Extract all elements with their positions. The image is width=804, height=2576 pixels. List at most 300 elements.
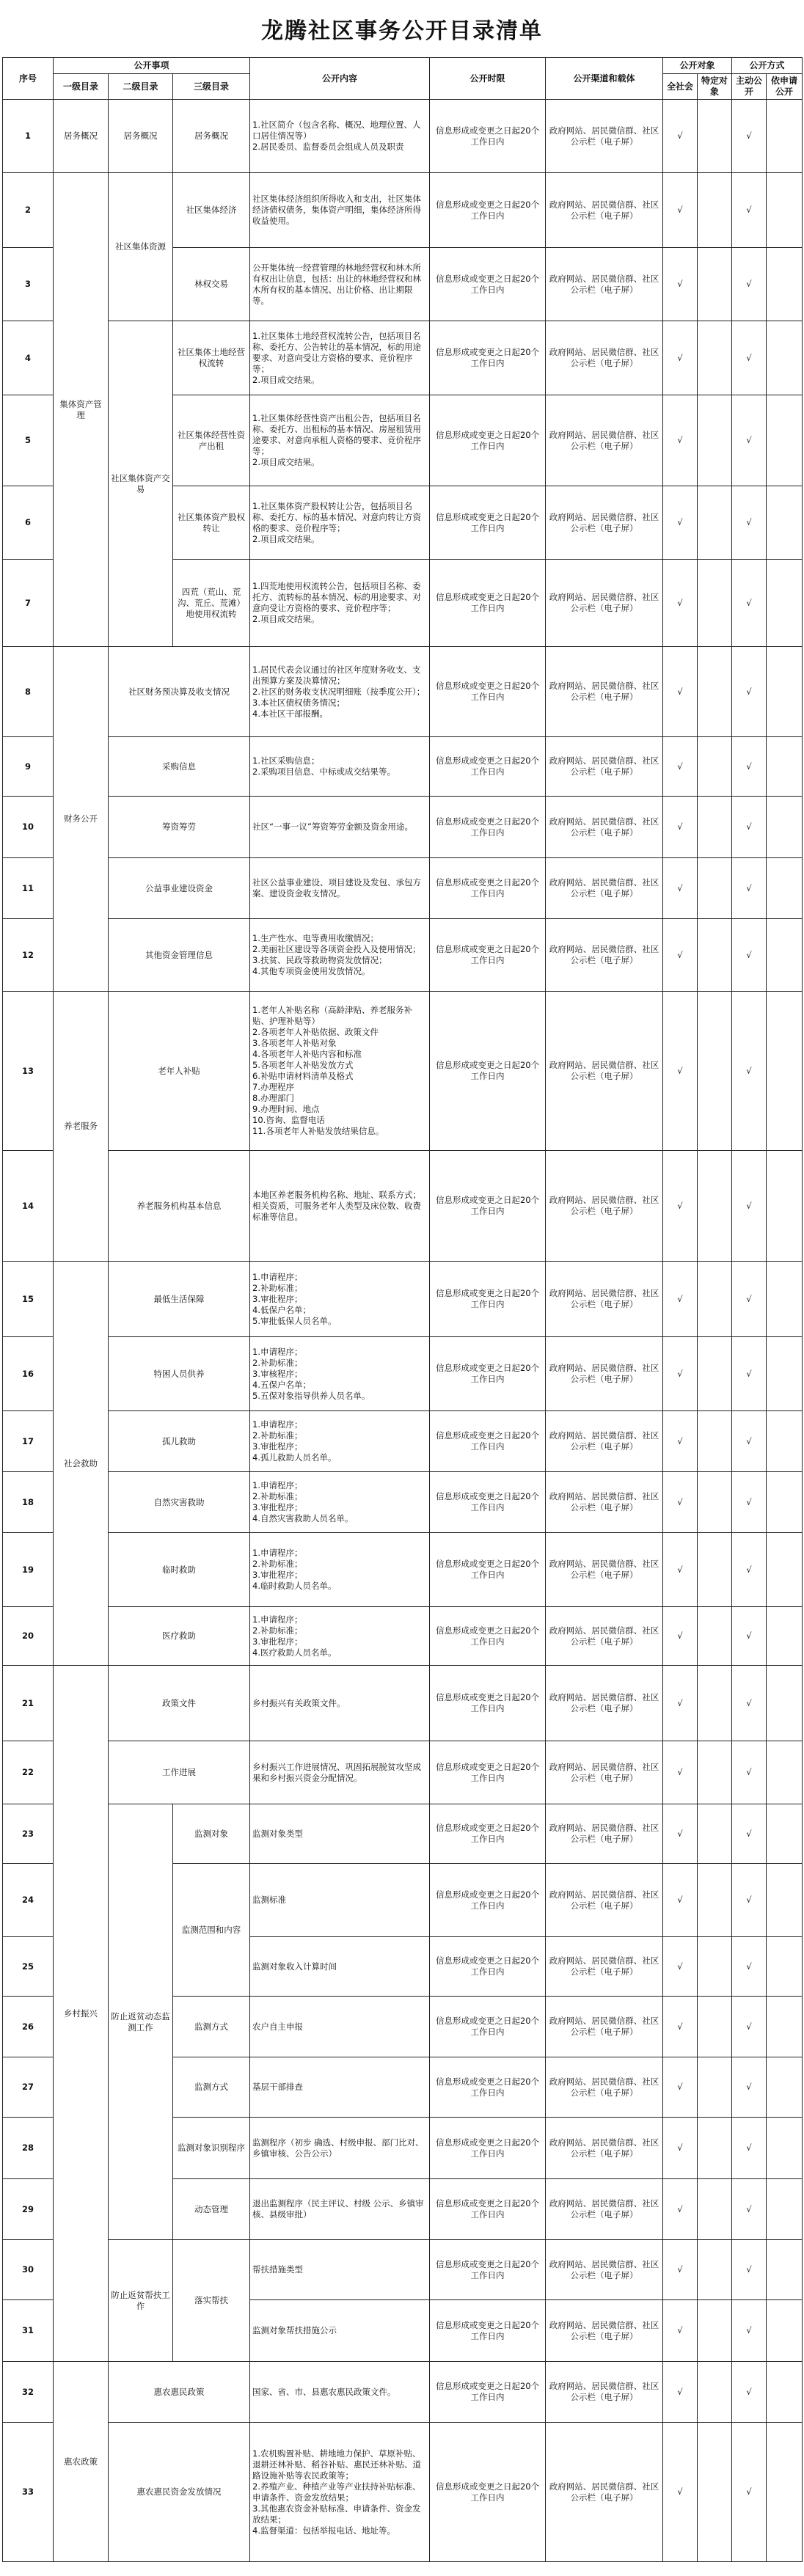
specific-target-cell (698, 321, 732, 395)
channel-cell: 政府网站、居民微信群、社区公示栏（电子屏） (546, 1607, 663, 1666)
l1-cell: 财务公开 (54, 647, 109, 992)
all-society-check: √ (663, 992, 698, 1151)
specific-target-cell (698, 2362, 732, 2423)
specific-target-cell (698, 1337, 732, 1411)
all-society-check: √ (663, 1864, 698, 1937)
all-society-check: √ (663, 647, 698, 737)
l3-cell: 监测对象识别程序 (173, 2118, 250, 2179)
table-row (3, 1533, 803, 1607)
active-disclosure-check: √ (732, 2118, 767, 2179)
specific-target-cell (698, 797, 732, 858)
apply-disclosure-cell (767, 1864, 803, 1937)
row-number: 30 (3, 2240, 54, 2300)
channel-cell: 政府网站、居民微信群、社区公示栏（电子屏） (546, 321, 663, 395)
l1-cell: 居务概况 (54, 100, 109, 173)
header-method: 公开方式 (732, 58, 803, 74)
table-row (3, 919, 803, 992)
time-cell: 信息形成或变更之日起20个工作日内 (430, 1997, 546, 2057)
row-number: 27 (3, 2057, 54, 2118)
channel-cell: 政府网站、居民微信群、社区公示栏（电子屏） (546, 1741, 663, 1804)
row-number: 23 (3, 1804, 54, 1864)
specific-target-cell (698, 1151, 732, 1262)
all-society-check: √ (663, 1804, 698, 1864)
all-society-check: √ (663, 797, 698, 858)
row-number: 11 (3, 858, 54, 919)
content-cell: 1.农机购置补贴、耕地地力保护、草原补贴、退耕还林补贴、稻谷补贴、惠民还林补贴、道路设施补贴等农民政策等； 2.养殖产业、种植产业等产业扶持补贴标准、申请条件、资金发放结果； 3.其他惠农资金补贴标准、申请条件、资金发放结果； 4.监督渠道：包括举报电话、地址等。 (250, 2423, 430, 2562)
channel-cell: 政府网站、居民微信群、社区公示栏（电子屏） (546, 1533, 663, 1607)
time-cell: 信息形成或变更之日起20个工作日内 (430, 1864, 546, 1937)
all-society-check: √ (663, 2362, 698, 2423)
apply-disclosure-cell (767, 173, 803, 248)
row-number: 4 (3, 321, 54, 395)
channel-cell: 政府网站、居民微信群、社区公示栏（电子屏） (546, 1411, 663, 1472)
l1-cell: 乡村振兴 (54, 1666, 109, 2362)
channel-cell: 政府网站、居民微信群、社区公示栏（电子屏） (546, 1337, 663, 1411)
content-cell: 社区公益事业建设、项目建设及发包、承包方案、建设资金收支情况。 (250, 858, 430, 919)
time-cell: 信息形成或变更之日起20个工作日内 (430, 100, 546, 173)
l2-cell: 最低生活保障 (109, 1262, 250, 1337)
page-title: 龙腾社区事务公开目录清单 (261, 18, 543, 44)
row-number: 22 (3, 1741, 54, 1804)
channel-cell: 政府网站、居民微信群、社区公示栏（电子屏） (546, 647, 663, 737)
l2-cell: 社区财务预决算及收支情况 (109, 647, 250, 737)
active-disclosure-check: √ (732, 992, 767, 1151)
active-disclosure-check: √ (732, 560, 767, 647)
table-row (3, 2362, 803, 2423)
content-cell: 1.申请程序； 2.补助标准； 3.审批程序； 4.低保户名单； 5.审批低保人员名单。 (250, 1262, 430, 1337)
table-row (3, 2240, 803, 2300)
all-society-check: √ (663, 486, 698, 560)
content-cell: 1.社区采购信息； 2.采购项目信息、中标或成交结果等。 (250, 737, 430, 797)
specific-target-cell (698, 1411, 732, 1472)
apply-disclosure-cell (767, 1533, 803, 1607)
header-l3: 三级目录 (173, 74, 250, 100)
table-row (3, 1804, 803, 1864)
row-number: 25 (3, 1937, 54, 1997)
header-active: 主动公开 (732, 74, 767, 100)
time-cell: 信息形成或变更之日起20个工作日内 (430, 1804, 546, 1864)
row-number: 24 (3, 1864, 54, 1937)
l2-cell: 防止返贫帮扶工作 (109, 2240, 173, 2362)
channel-cell: 政府网站、居民微信群、社区公示栏（电子屏） (546, 395, 663, 486)
active-disclosure-check: √ (732, 1151, 767, 1262)
specific-target-cell (698, 1262, 732, 1337)
row-number: 16 (3, 1337, 54, 1411)
time-cell: 信息形成或变更之日起20个工作日内 (430, 2362, 546, 2423)
l3-cell: 监测方式 (173, 1997, 250, 2057)
channel-cell: 政府网站、居民微信群、社区公示栏（电子屏） (546, 248, 663, 321)
row-number: 9 (3, 737, 54, 797)
table-row (3, 1666, 803, 1741)
time-cell: 信息形成或变更之日起20个工作日内 (430, 395, 546, 486)
l1-cell: 惠农政策 (54, 2362, 109, 2562)
content-cell: 1.申请程序； 2.补助标准； 3.审批程序； 4.孤儿救助人员名单。 (250, 1411, 430, 1472)
all-society-check: √ (663, 2179, 698, 2240)
table-row (3, 100, 803, 173)
row-number: 15 (3, 1262, 54, 1337)
specific-target-cell (698, 858, 732, 919)
channel-cell: 政府网站、居民微信群、社区公示栏（电子屏） (546, 2118, 663, 2179)
apply-disclosure-cell (767, 737, 803, 797)
specific-target-cell (698, 1997, 732, 2057)
all-society-check: √ (663, 2057, 698, 2118)
l2-cell: 居务概况 (109, 100, 173, 173)
table-row (3, 173, 803, 248)
channel-cell: 政府网站、居民微信群、社区公示栏（电子屏） (546, 2179, 663, 2240)
channel-cell: 政府网站、居民微信群、社区公示栏（电子屏） (546, 2240, 663, 2300)
l2-cell: 孤儿救助 (109, 1411, 250, 1472)
channel-cell: 政府网站、居民微信群、社区公示栏（电子屏） (546, 173, 663, 248)
l3-cell: 社区集体土地经营权流转 (173, 321, 250, 395)
content-cell: 帮扶措施类型 (250, 2240, 430, 2300)
l3-cell: 监测范围和内容 (173, 1864, 250, 1997)
row-number: 18 (3, 1472, 54, 1533)
row-number: 6 (3, 486, 54, 560)
specific-target-cell (698, 647, 732, 737)
all-society-check: √ (663, 173, 698, 248)
row-number: 14 (3, 1151, 54, 1262)
header-apply: 依申请公开 (767, 74, 803, 100)
active-disclosure-check: √ (732, 2300, 767, 2362)
all-society-check: √ (663, 395, 698, 486)
active-disclosure-check: √ (732, 1472, 767, 1533)
active-disclosure-check: √ (732, 1937, 767, 1997)
apply-disclosure-cell (767, 1151, 803, 1262)
channel-cell: 政府网站、居民微信群、社区公示栏（电子屏） (546, 560, 663, 647)
all-society-check: √ (663, 1533, 698, 1607)
header-seq: 序号 (3, 58, 54, 100)
table-row (3, 647, 803, 737)
l3-cell: 落实帮扶 (173, 2240, 250, 2362)
time-cell: 信息形成或变更之日起20个工作日内 (430, 2423, 546, 2562)
table-row (3, 1337, 803, 1411)
active-disclosure-check: √ (732, 173, 767, 248)
channel-cell: 政府网站、居民微信群、社区公示栏（电子屏） (546, 797, 663, 858)
time-cell: 信息形成或变更之日起20个工作日内 (430, 1666, 546, 1741)
time-cell: 信息形成或变更之日起20个工作日内 (430, 1533, 546, 1607)
row-number: 29 (3, 2179, 54, 2240)
row-number: 31 (3, 2300, 54, 2362)
row-number: 8 (3, 647, 54, 737)
row-number: 21 (3, 1666, 54, 1741)
specific-target-cell (698, 100, 732, 173)
channel-cell: 政府网站、居民微信群、社区公示栏（电子屏） (546, 1864, 663, 1937)
row-number: 7 (3, 560, 54, 647)
l2-cell: 医疗救助 (109, 1607, 250, 1666)
content-cell: 1.申请程序； 2.补助标准； 3.审批程序； 4.临时救助人员名单。 (250, 1533, 430, 1607)
channel-cell: 政府网站、居民微信群、社区公示栏（电子屏） (546, 2423, 663, 2562)
apply-disclosure-cell (767, 1741, 803, 1804)
specific-target-cell (698, 2118, 732, 2179)
active-disclosure-check: √ (732, 486, 767, 560)
content-cell: 监测程序（初步 确选、村级申报、部门比对、乡镇审核、公告公示） (250, 2118, 430, 2179)
table-row (3, 737, 803, 797)
active-disclosure-check: √ (732, 1411, 767, 1472)
active-disclosure-check: √ (732, 1997, 767, 2057)
l2-cell: 惠农惠民政策 (109, 2362, 250, 2423)
channel-cell: 政府网站、居民微信群、社区公示栏（电子屏） (546, 919, 663, 992)
l2-cell: 老年人补贴 (109, 992, 250, 1151)
header-target: 公开对象 (663, 58, 732, 74)
all-society-check: √ (663, 2118, 698, 2179)
row-number: 19 (3, 1533, 54, 1607)
time-cell: 信息形成或变更之日起20个工作日内 (430, 919, 546, 992)
time-cell: 信息形成或变更之日起20个工作日内 (430, 1472, 546, 1533)
channel-cell: 政府网站、居民微信群、社区公示栏（电子屏） (546, 737, 663, 797)
header-l1: 一级目录 (54, 74, 109, 100)
active-disclosure-check: √ (732, 2362, 767, 2423)
time-cell: 信息形成或变更之日起20个工作日内 (430, 1607, 546, 1666)
active-disclosure-check: √ (732, 2423, 767, 2562)
content-cell: 1.社区集体经营性资产出租公告，包括项目名称、委托方、出租标的基本情况、房屋租赁用途要求、对意向承租人资格的要求、竞价程序等； 2.项目成交结果。 (250, 395, 430, 486)
apply-disclosure-cell (767, 2057, 803, 2118)
content-cell: 本地区养老服务机构名称、地址、联系方式；相关资质，可服务老年人类型及床位数、收费标准等信息。 (250, 1151, 430, 1262)
row-number: 33 (3, 2423, 54, 2562)
apply-disclosure-cell (767, 797, 803, 858)
l2-cell: 特困人员供养 (109, 1337, 250, 1411)
row-number: 28 (3, 2118, 54, 2179)
channel-cell: 政府网站、居民微信群、社区公示栏（电子屏） (546, 2057, 663, 2118)
channel-cell: 政府网站、居民微信群、社区公示栏（电子屏） (546, 1804, 663, 1864)
l2-cell: 政策文件 (109, 1666, 250, 1741)
content-cell: 1.生产性水、电等费用收缴情况； 2.美丽社区建设等各项资金投入及使用情况； 3.扶贫、民政等救助物资发放情况； 4.其他专项资金使用发放情况。 (250, 919, 430, 992)
row-number: 10 (3, 797, 54, 858)
l3-cell: 居务概况 (173, 100, 250, 173)
specific-target-cell (698, 2423, 732, 2562)
content-cell: 乡村振兴工作进展情况、巩固拓展脱贫攻坚成果和乡村振兴资金分配情况。 (250, 1741, 430, 1804)
time-cell: 信息形成或变更之日起20个工作日内 (430, 737, 546, 797)
header-content: 公开内容 (250, 58, 430, 100)
l2-cell: 其他资金管理信息 (109, 919, 250, 992)
content-cell: 公开集体统一经营管理的林地经营权和林木所有权出让信息，包括：出让的林地经营权和林木所有权的基本情况、出让价格、出让期限等。 (250, 248, 430, 321)
l3-cell: 社区集体资产股权转让 (173, 486, 250, 560)
specific-target-cell (698, 1804, 732, 1864)
l3-cell: 社区集体经济 (173, 173, 250, 248)
active-disclosure-check: √ (732, 321, 767, 395)
all-society-check: √ (663, 321, 698, 395)
apply-disclosure-cell (767, 1666, 803, 1741)
apply-disclosure-cell (767, 560, 803, 647)
channel-cell: 政府网站、居民微信群、社区公示栏（电子屏） (546, 2300, 663, 2362)
specific-target-cell (698, 395, 732, 486)
content-cell: 监测对象类型 (250, 1804, 430, 1864)
time-cell: 信息形成或变更之日起20个工作日内 (430, 2179, 546, 2240)
active-disclosure-check: √ (732, 1666, 767, 1741)
row-number: 13 (3, 992, 54, 1151)
l2-cell: 临时救助 (109, 1533, 250, 1607)
specific-target-cell (698, 1937, 732, 1997)
channel-cell: 政府网站、居民微信群、社区公示栏（电子屏） (546, 2362, 663, 2423)
all-society-check: √ (663, 1262, 698, 1337)
l2-cell: 自然灾害救助 (109, 1472, 250, 1533)
time-cell: 信息形成或变更之日起20个工作日内 (430, 173, 546, 248)
table-row (3, 2423, 803, 2562)
apply-disclosure-cell (767, 647, 803, 737)
specific-target-cell (698, 1666, 732, 1741)
table-row (3, 797, 803, 858)
table-row (3, 1151, 803, 1262)
content-cell: 退出监测程序（民主评议、村级 公示、乡镇审核、县级审批） (250, 2179, 430, 2240)
row-number: 26 (3, 1997, 54, 2057)
active-disclosure-check: √ (732, 2057, 767, 2118)
l3-cell: 监测对象 (173, 1804, 250, 1864)
all-society-check: √ (663, 560, 698, 647)
channel-cell: 政府网站、居民微信群、社区公示栏（电子屏） (546, 858, 663, 919)
active-disclosure-check: √ (732, 919, 767, 992)
apply-disclosure-cell (767, 1997, 803, 2057)
time-cell: 信息形成或变更之日起20个工作日内 (430, 321, 546, 395)
header-all-society: 全社会 (663, 74, 698, 100)
specific-target-cell (698, 1741, 732, 1804)
specific-target-cell (698, 486, 732, 560)
active-disclosure-check: √ (732, 2179, 767, 2240)
all-society-check: √ (663, 2423, 698, 2562)
content-cell: 监测标准 (250, 1864, 430, 1937)
row-number: 5 (3, 395, 54, 486)
l2-cell: 工作进展 (109, 1741, 250, 1804)
apply-disclosure-cell (767, 2300, 803, 2362)
channel-cell: 政府网站、居民微信群、社区公示栏（电子屏） (546, 992, 663, 1151)
all-society-check: √ (663, 1337, 698, 1411)
l3-cell: 社区集体经营性资产出租 (173, 395, 250, 486)
active-disclosure-check: √ (732, 1864, 767, 1937)
content-cell: 1.居民代表会议通过的社区年度财务收支、支出预算方案及决算情况； 2.社区的财务收支状况明细账（按季度公开）； 3.本社区债权债务情况； 4.本社区干部报酬。 (250, 647, 430, 737)
all-society-check: √ (663, 1607, 698, 1666)
row-number: 3 (3, 248, 54, 321)
all-society-check: √ (663, 2240, 698, 2300)
all-society-check: √ (663, 1151, 698, 1262)
specific-target-cell (698, 919, 732, 992)
l2-cell: 公益事业建设资金 (109, 858, 250, 919)
specific-target-cell (698, 1864, 732, 1937)
apply-disclosure-cell (767, 919, 803, 992)
time-cell: 信息形成或变更之日起20个工作日内 (430, 858, 546, 919)
specific-target-cell (698, 1607, 732, 1666)
l3-cell: 四荒（荒山、荒沟、荒丘、荒滩）地使用权流转 (173, 560, 250, 647)
disclosure-table (2, 57, 803, 2562)
active-disclosure-check: √ (732, 1607, 767, 1666)
apply-disclosure-cell (767, 2423, 803, 2562)
active-disclosure-check: √ (732, 1741, 767, 1804)
all-society-check: √ (663, 2300, 698, 2362)
l1-cell: 社会救助 (54, 1262, 109, 1666)
all-society-check: √ (663, 1997, 698, 2057)
all-society-check: √ (663, 1666, 698, 1741)
content-cell: 社区“一事一议”筹资筹劳金额及资金用途。 (250, 797, 430, 858)
header-time: 公开时限 (430, 58, 546, 100)
channel-cell: 政府网站、居民微信群、社区公示栏（电子屏） (546, 1151, 663, 1262)
specific-target-cell (698, 2300, 732, 2362)
specific-target-cell (698, 1533, 732, 1607)
channel-cell: 政府网站、居民微信群、社区公示栏（电子屏） (546, 1937, 663, 1997)
specific-target-cell (698, 2240, 732, 2300)
apply-disclosure-cell (767, 248, 803, 321)
specific-target-cell (698, 1472, 732, 1533)
table-row (3, 1741, 803, 1804)
table-row (3, 1472, 803, 1533)
active-disclosure-check: √ (732, 100, 767, 173)
apply-disclosure-cell (767, 2362, 803, 2423)
apply-disclosure-cell (767, 321, 803, 395)
channel-cell: 政府网站、居民微信群、社区公示栏（电子屏） (546, 1666, 663, 1741)
time-cell: 信息形成或变更之日起20个工作日内 (430, 486, 546, 560)
time-cell: 信息形成或变更之日起20个工作日内 (430, 647, 546, 737)
time-cell: 信息形成或变更之日起20个工作日内 (430, 2240, 546, 2300)
apply-disclosure-cell (767, 2118, 803, 2179)
content-cell: 乡村振兴有关政策文件。 (250, 1666, 430, 1741)
all-society-check: √ (663, 1472, 698, 1533)
l2-cell: 养老服务机构基本信息 (109, 1151, 250, 1262)
content-cell: 监测对象帮扶措施公示 (250, 2300, 430, 2362)
all-society-check: √ (663, 1741, 698, 1804)
table-row (3, 992, 803, 1151)
active-disclosure-check: √ (732, 1533, 767, 1607)
time-cell: 信息形成或变更之日起20个工作日内 (430, 1411, 546, 1472)
time-cell: 信息形成或变更之日起20个工作日内 (430, 1151, 546, 1262)
row-number: 2 (3, 173, 54, 248)
l2-cell: 采购信息 (109, 737, 250, 797)
specific-target-cell (698, 248, 732, 321)
time-cell: 信息形成或变更之日起20个工作日内 (430, 1262, 546, 1337)
content-cell: 国家、省、市、县惠农惠民政策文件。 (250, 2362, 430, 2423)
active-disclosure-check: √ (732, 395, 767, 486)
content-cell: 1.社区简介（包含名称、概况、地理位置、人口居住情况等） 2.居民委员、监督委员会组成人员及职责 (250, 100, 430, 173)
table-row (3, 858, 803, 919)
table-row (3, 1262, 803, 1337)
active-disclosure-check: √ (732, 2240, 767, 2300)
apply-disclosure-cell (767, 992, 803, 1151)
time-cell: 信息形成或变更之日起20个工作日内 (430, 560, 546, 647)
all-society-check: √ (663, 100, 698, 173)
active-disclosure-check: √ (732, 1262, 767, 1337)
row-number: 1 (3, 100, 54, 173)
header-channel: 公开渠道和载体 (546, 58, 663, 100)
header-l2: 二级目录 (109, 74, 173, 100)
specific-target-cell (698, 560, 732, 647)
content-cell: 农户自主申报 (250, 1997, 430, 2057)
channel-cell: 政府网站、居民微信群、社区公示栏（电子屏） (546, 486, 663, 560)
apply-disclosure-cell (767, 858, 803, 919)
channel-cell: 政府网站、居民微信群、社区公示栏（电子屏） (546, 1262, 663, 1337)
time-cell: 信息形成或变更之日起20个工作日内 (430, 1937, 546, 1997)
l3-cell: 动态管理 (173, 2179, 250, 2240)
all-society-check: √ (663, 858, 698, 919)
content-cell: 1.老年人补贴名称（高龄津贴、养老服务补贴、护理补贴等） 2.各项老年人补贴依据、政策文件 3.各项老年人补贴对象 4.各项老年人补贴内容和标准 5.各项老年人补贴发放方式 6.补贴申请材料清单及格式 7.办理程序 8.办理部门 9.办理时间、地点 10.咨询、监督电话 11.各项老年人补贴发放结果信息。 (250, 992, 430, 1151)
content-cell: 1.社区集体资产股权转让公告，包括项目名称、委托方、标的基本情况、对意向转让方资格的要求、竞价程序等； 2.项目成交结果。 (250, 486, 430, 560)
l2-cell: 防止返贫动态监测工作 (109, 1804, 173, 2240)
l2-cell: 社区集体资源 (109, 173, 173, 321)
header-matters: 公开事项 (54, 58, 250, 74)
apply-disclosure-cell (767, 100, 803, 173)
specific-target-cell (698, 737, 732, 797)
specific-target-cell (698, 173, 732, 248)
row-number: 20 (3, 1607, 54, 1666)
active-disclosure-check: √ (732, 797, 767, 858)
apply-disclosure-cell (767, 1337, 803, 1411)
channel-cell: 政府网站、居民微信群、社区公示栏（电子屏） (546, 1472, 663, 1533)
specific-target-cell (698, 2057, 732, 2118)
specific-target-cell (698, 992, 732, 1151)
header-specific: 特定对象 (698, 74, 732, 100)
apply-disclosure-cell (767, 2179, 803, 2240)
l2-cell: 筹资筹劳 (109, 797, 250, 858)
content-cell: 监测对象收入计算时间 (250, 1937, 430, 1997)
time-cell: 信息形成或变更之日起20个工作日内 (430, 992, 546, 1151)
content-cell: 1.四荒地使用权流转公告，包括项目名称、委托方、流转标的基本情况、标的用途要求、对意向受让方资格的要求、竞价程序等； 2.项目成交结果。 (250, 560, 430, 647)
content-cell: 1.申请程序； 2.补助标准； 3.审核程序； 4.五保户名单； 5.五保对象指导供养人员名单。 (250, 1337, 430, 1411)
apply-disclosure-cell (767, 1262, 803, 1337)
all-society-check: √ (663, 919, 698, 992)
